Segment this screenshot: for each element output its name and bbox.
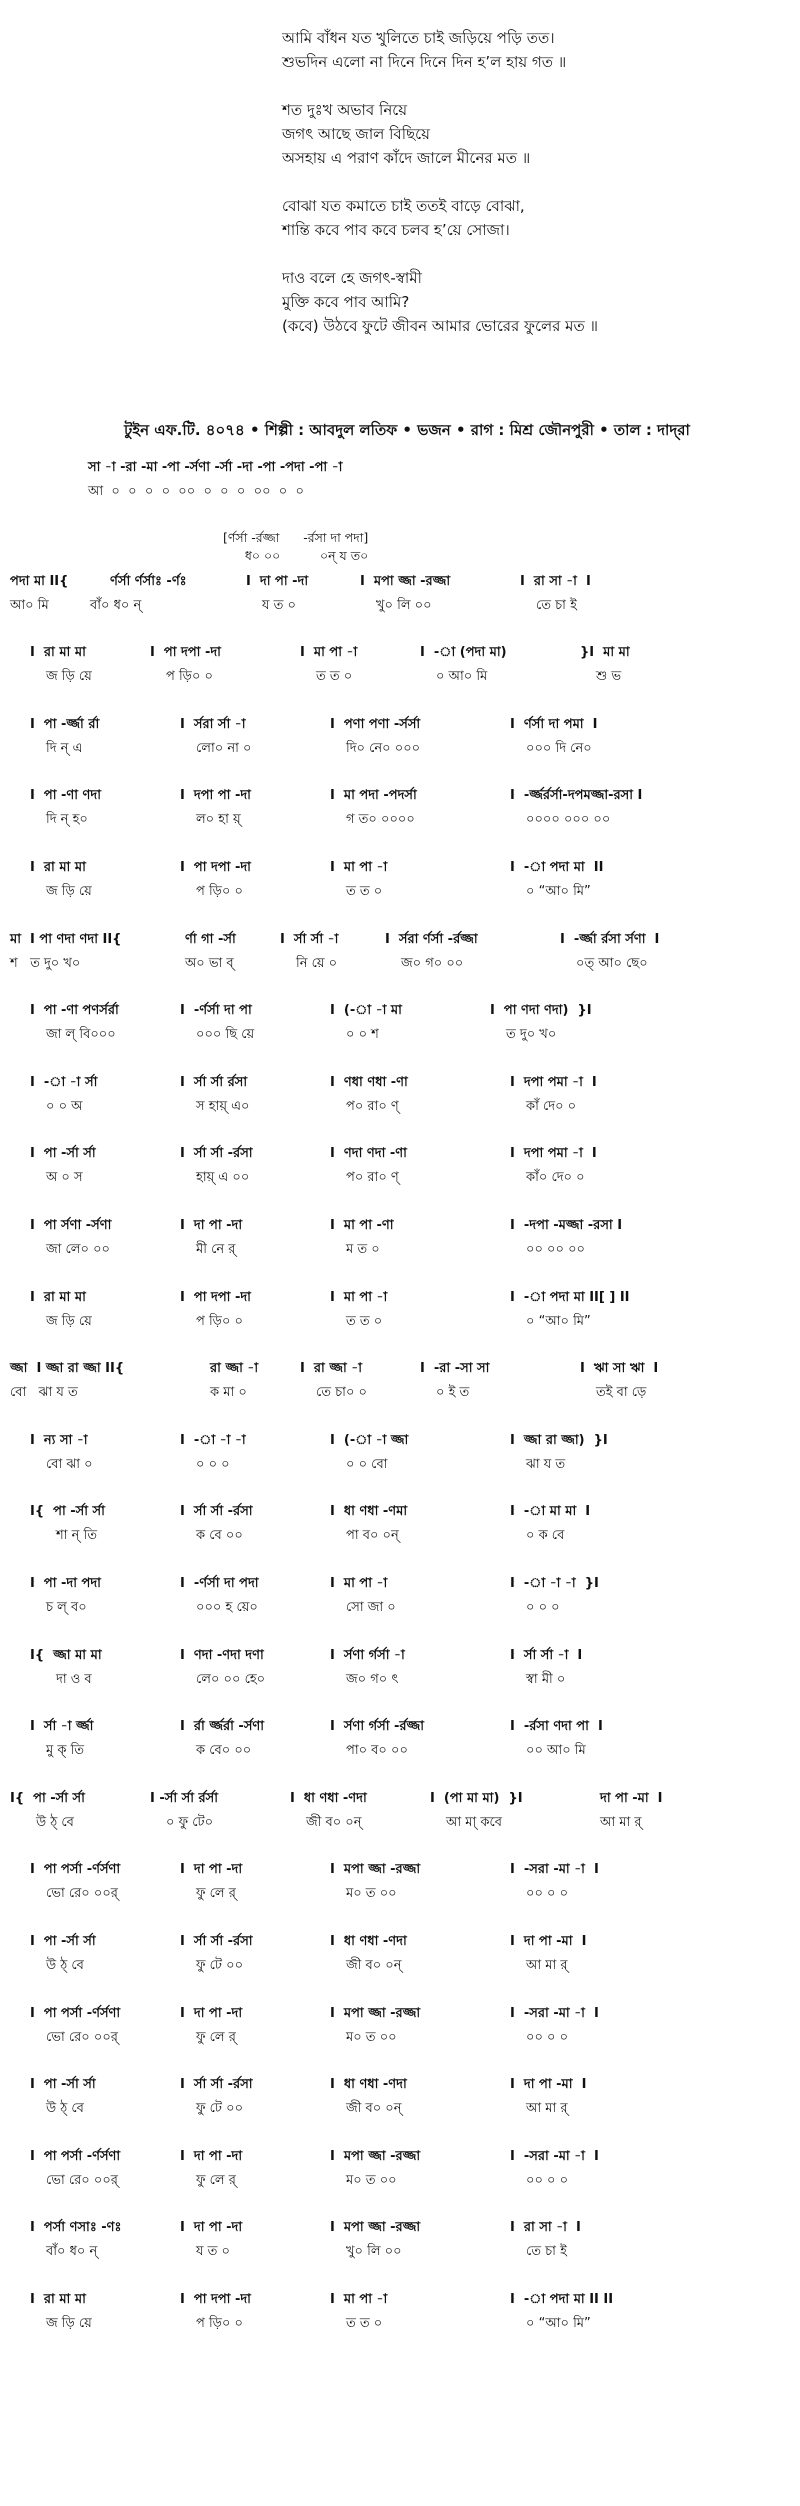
sahitya-group: ত ত ০ — [316, 669, 353, 685]
swara-row — [0, 786, 800, 808]
swara-row — [0, 1717, 800, 1739]
sahitya-group: ত ত ০ — [346, 2316, 383, 2331]
sahitya-group: কাঁ০ দে০ ০ — [526, 1170, 585, 1186]
sahitya-group: জ ড়ি য়ে — [46, 1313, 92, 1329]
sahitya-row — [0, 1168, 800, 1190]
sahitya-group: ফু টে ০০ — [196, 1958, 244, 1973]
swara-row — [0, 2218, 800, 2240]
swara-group: I পা ণদা ণদা) }I — [490, 1003, 592, 1019]
swara-group: I রা সা -া I — [510, 2220, 581, 2236]
sahitya-row — [0, 1670, 800, 1692]
lyric-line: অসহায় এ পরাণ কাঁদে জালে মীনের মত ॥ — [282, 149, 531, 167]
sahitya-group: ০ ০ অ — [46, 1098, 83, 1114]
sahitya-group: আ মা র্‌ — [600, 1814, 642, 1830]
sahitya-group: ০০ ০ ০ — [526, 1886, 569, 1902]
lyric-line: জগৎ আছে জাল বিছিয়ে — [282, 125, 431, 143]
sahitya-group: ০ ই ত — [436, 1385, 470, 1401]
swara-group: I পা -র্সা র্সা — [30, 1934, 96, 1949]
swara-row — [0, 1288, 800, 1310]
swara-group: I পা দপা -দা — [180, 860, 251, 875]
credit-line: টুইন এফ.টি. ৪০৭৪ • শিল্পী : আবদুল লতিফ • ভজন • রাগ : মিশ্র জৌনপুরী • তাল : দাদ্‌রা — [124, 421, 690, 439]
swara-group: I ণদা ণদা -ণা — [330, 1146, 407, 1162]
sahitya-group: প০ রা০ ণ্‌ — [346, 1170, 399, 1186]
sahitya-group: ত ত ০ — [346, 884, 383, 899]
swara-group: I -া মা মা I — [510, 1504, 591, 1520]
swara-group: সা -া -রা -মা -পা -র্সণা -র্সা -দা -পা -পদা -পা -া — [88, 460, 343, 475]
sahitya-group: ম০ ত ০০ — [346, 1886, 397, 1902]
sahitya-group: তে চা ই — [526, 2244, 567, 2260]
sahitya-group: অ০ ভা ব্‌ — [185, 955, 234, 971]
sahitya-group: ঝা য ত — [526, 1456, 566, 1472]
lyric-stanza — [282, 98, 752, 170]
swara-row — [0, 2290, 800, 2312]
sahitya-group: খু০ লি ০০ — [376, 597, 432, 613]
swara-group: I ধা ণধা -ণমা — [330, 1504, 408, 1520]
swara-row — [0, 2147, 800, 2169]
sahitya-group: ফু লে র্‌ — [196, 2029, 236, 2045]
sahitya-row — [0, 2171, 800, 2193]
lyric-line: আমি বাঁধন যত খুলিতে চাই জড়িয়ে পড়ি তত। — [282, 29, 555, 47]
swara-group: I -সরা -মা -া I — [510, 2148, 599, 2164]
swara-group: I পর্সা ণসাঃ -ণঃ — [30, 2220, 122, 2236]
swara-group: I র্ণর্সা দা পমা I — [510, 716, 598, 732]
sahitya-group: শু ভ — [596, 669, 622, 685]
swara-group: I -া -া র্সা — [30, 1074, 98, 1090]
swara-group: I পা দপা -দা — [180, 2292, 251, 2307]
swara-group: I মা পদা -পদর্সা — [330, 788, 417, 804]
swara-row — [0, 1789, 800, 1811]
swara-group: I পা র্সণা -র্সণা — [30, 1218, 112, 1233]
sahitya-row — [0, 1884, 800, 1906]
swara-group: I র্সা র্সা র্রসা — [180, 1074, 248, 1090]
swara-group: I{ পা -র্সা র্সা — [30, 1504, 105, 1520]
swara-group: I{ পা -র্সা র্সা — [10, 1790, 85, 1806]
sahitya-group: ০ “আ০ মি” — [526, 2316, 591, 2331]
sahitya-group: ০ ০ বো — [346, 1456, 388, 1472]
sahitya-row — [0, 1956, 800, 1978]
swara-group: I দপা পমা -া I — [510, 1146, 597, 1162]
sahitya-group: আ মা্‌ কবে — [446, 1814, 502, 1830]
swara-group: I পা -র্জ্জা র্রা — [30, 716, 100, 732]
sahitya-group: শ ত দু০ খ০ — [10, 955, 81, 971]
sahitya-group: কাঁ দে০ ০ — [526, 1098, 577, 1114]
swara-group: I পা -ণা পণর্সর্রা — [30, 1003, 119, 1019]
swara-group: I -র্সা র্সা র্রর্সা — [150, 1790, 219, 1806]
swara-group: I{ জ্জা মা মা — [30, 1647, 102, 1663]
swara-group: I মা পা -া — [330, 860, 388, 875]
swara-row — [0, 643, 800, 665]
sahitya-group: দি ন্‌ এ — [46, 740, 83, 756]
swara-group: I ধা ণধা -ণদা — [330, 2077, 407, 2093]
swara-group: I র্সা র্সা -র্রসা — [180, 1146, 253, 1162]
sahitya-group: বো ঝা ০ — [46, 1456, 93, 1472]
swara-group: I -রা -সা সা — [420, 1361, 490, 1377]
lyric-line: শান্তি কবে পাব কবে চলব হ’য়ে সোজা। — [282, 221, 510, 239]
swara-row — [0, 1574, 800, 1596]
swara-group: I (-া -া জ্জা — [330, 1432, 409, 1448]
swara-group: I র্সা -া র্জ্জা — [30, 1719, 94, 1735]
sahitya-row — [0, 2314, 800, 2336]
swara-group: I মা পা -া — [330, 1289, 388, 1305]
swara-group: I মপা জ্জা -রজ্জা — [330, 1862, 421, 1878]
swara-group: I ণধা ণধা -ণা — [330, 1074, 408, 1090]
sahitya-row — [0, 2099, 800, 2121]
lyric-line: মুক্তি কবে পাব আমি? — [282, 293, 410, 311]
sahitya-group: ম০ ত ০০ — [346, 2172, 397, 2188]
sahitya-group: লো০ না ০ — [196, 740, 252, 756]
sahitya-row — [0, 1813, 800, 1835]
sahitya-group: ফু লে র্‌ — [196, 2172, 236, 2188]
sahitya-group: য ত ০ — [196, 2244, 230, 2260]
swara-group: I দা পা -দা — [180, 2220, 243, 2236]
swara-group: I মপা জ্জা -রজ্জা — [360, 573, 451, 589]
sahitya-group: ০০০ ছি য়ে — [196, 1027, 255, 1043]
sahitya-row — [0, 2028, 800, 2050]
sahitya-group: মী নে র্‌ — [196, 1242, 236, 1257]
sahitya-row — [0, 1741, 800, 1763]
sahitya-group: গ ত০ ০০০০ — [346, 812, 415, 828]
swara-group: I -দপা -মজ্জা -রসা I — [510, 1218, 623, 1233]
sahitya-group: ফু লে র্‌ — [196, 1886, 236, 1902]
swara-group: I (পা মা মা) }I — [430, 1790, 523, 1806]
sahitya-group: ০ ক বে — [526, 1528, 565, 1544]
sahitya-group: আ ০ ০ ০ ০ ০০ ০ ০ ০ ০০ ০ ০ — [88, 484, 304, 499]
swara-group: I পা পর্সা -র্ণর্সণা — [30, 2005, 121, 2021]
sahitya-group: জী ব০ ০ন্‌ — [346, 2101, 402, 2117]
sahitya-group: ০ ০ ০ — [196, 1456, 230, 1472]
sahitya-group: জা লে০ ০০ — [46, 1242, 110, 1257]
swara-row — [0, 858, 800, 880]
swara-group: পদা মা II{ — [10, 573, 69, 589]
swara-group: I র্সা র্সা -া — [280, 931, 339, 947]
swara-group: I পা পর্সা -র্ণর্সণা — [30, 2148, 121, 2164]
sahitya-group: আ মা র্‌ — [526, 1958, 568, 1973]
sahitya-row — [0, 667, 800, 689]
swara-group: I দা পা -দা — [180, 2148, 243, 2164]
sahitya-row — [0, 596, 800, 618]
sahitya-group: আ০ মি — [10, 597, 49, 613]
sahitya-group: বাঁ০ ধ০ ন্‌ — [46, 2244, 98, 2260]
swara-group: I র্সরা র্সা -া — [180, 716, 246, 732]
swara-group: রা জ্জা -া — [210, 1361, 259, 1377]
sahitya-group: বো ঝা য ত — [10, 1385, 78, 1401]
ornament-line: [র্ণর্সা -র্রজ্জা -র্রসা দা পদা] — [223, 529, 369, 545]
sahitya-group: উ ঠ্‌ বে — [46, 2101, 84, 2117]
sahitya-row — [0, 882, 800, 904]
swara-group: I -র্রসা ণদা পা I — [510, 1719, 603, 1735]
sahitya-row — [0, 482, 800, 504]
sahitya-group: ভো রে০ ০০র্‌ — [46, 1886, 118, 1902]
swara-group: I ধা ণধা -ণদা — [330, 1934, 407, 1949]
swara-group: I পা -র্সা র্সা — [30, 2077, 96, 2093]
swara-group: I র্সা র্সা -া I — [510, 1647, 583, 1663]
sahitya-group: স্বা মী ০ — [526, 1671, 566, 1687]
swara-group: I পণা পণা -র্সর্সা — [330, 716, 421, 732]
swara-group: I -র্ণর্সা দা পদা — [180, 1576, 259, 1591]
sahitya-group: তে চা ই — [536, 597, 577, 613]
swara-group: I মা পা -ণা — [330, 1218, 394, 1233]
swara-group: I -র্জ্জা র্রসা র্সণা I — [560, 931, 660, 947]
lyric-line: বোঝা যত কমাতে চাই ততই বাড়ে বোঝা, — [282, 197, 525, 215]
sahitya-group: ভো রে০ ০০র্‌ — [46, 2029, 118, 2045]
swara-group: র্ণর্সা র্ণর্সাঃ -র্ণঃ — [110, 573, 187, 589]
swara-group: I র্সা র্সা -র্রসা — [180, 2077, 253, 2093]
sahitya-group: জ০ গ০ ৎ — [346, 1671, 399, 1687]
swara-group: I র্সরা র্ণর্সা -র্রজ্জা — [385, 931, 478, 947]
swara-group: র্ণা গা -র্সা — [185, 931, 236, 947]
sahitya-row — [0, 1455, 800, 1477]
sahitya-row — [0, 739, 800, 761]
sahitya-group: ০ “আ০ মি” — [526, 1313, 591, 1329]
sahitya-group: ম০ ত ০০ — [346, 2029, 397, 2045]
swara-group: I মা পা -া — [300, 645, 358, 661]
sahitya-group: য ত ০ — [262, 597, 296, 613]
lyric-line: দাও বলে হে জগৎ-স্বামী — [282, 269, 422, 287]
swara-group: I দপা পমা -া I — [510, 1074, 597, 1090]
swara-row — [0, 715, 800, 737]
swara-group: I রা সা -া I — [520, 573, 591, 589]
swara-group: I ণদা -ণদা দণা — [180, 1647, 264, 1663]
swara-row — [0, 1502, 800, 1524]
lyric-line: শত দুঃখ অভাব নিয়ে — [282, 101, 408, 119]
sahitya-group: তই বা ড়ে — [596, 1385, 647, 1401]
sahitya-row — [0, 1598, 800, 1620]
swara-row — [0, 1646, 800, 1668]
lyric-line: (কবে) উঠবে ফুটে জীবন আমার ভোরের ফুলের মত ॥ — [282, 317, 599, 335]
ornament-line: ধ০ ০০ ০ন্‌ য ত০ — [225, 547, 369, 563]
sahitya-group: প ড়ি০ ০ — [196, 884, 243, 899]
sahitya-group: ০০০ দি নে০ — [526, 740, 592, 756]
swara-row — [0, 1431, 800, 1453]
sahitya-group: পা ব০ ০ন্‌ — [346, 1528, 399, 1544]
swara-group: I দা পা -দা — [180, 1218, 243, 1233]
sahitya-group: চ ল্‌ ব০ — [46, 1600, 87, 1615]
swara-group: I রা মা মা — [30, 645, 86, 661]
sahitya-group: ০০০০ ০০০ ০০ — [526, 812, 611, 828]
sahitya-group: ০ত্‌ আ০ ছে০ — [576, 955, 648, 971]
sahitya-row — [0, 1025, 800, 1047]
sahitya-group: প ড়ি০ ০ — [166, 669, 213, 685]
sahitya-row — [0, 2242, 800, 2264]
sahitya-group: ক মা ০ — [210, 1385, 247, 1401]
sahitya-group: ক বে০ ০০ — [196, 1743, 252, 1759]
sahitya-row — [0, 1240, 800, 1262]
swara-group: I দপা পা -দা — [180, 788, 251, 804]
swara-group: }I মা মা — [580, 645, 630, 661]
swara-group: I রা মা মা — [30, 1289, 86, 1305]
sahitya-row — [0, 1526, 800, 1548]
swara-row — [0, 1001, 800, 1023]
sahitya-group: জ০ গ০ ০০ — [401, 955, 464, 971]
swara-group: I -া -া -া }I — [510, 1576, 599, 1591]
sahitya-group: বাঁ০ ধ০ ন্‌ — [90, 597, 142, 613]
sahitya-row — [0, 954, 800, 976]
sahitya-group: তে চা০ ০ — [316, 1385, 367, 1401]
sahitya-group: জ ড়ি য়ে — [46, 669, 92, 685]
swara-group: I পা দপা -দা — [180, 1289, 251, 1305]
sahitya-group: মু ক্‌ তি — [46, 1743, 85, 1759]
swara-group: I পা -দা পদা — [30, 1576, 101, 1591]
swara-group: I পা পর্সা -র্ণর্সণা — [30, 1862, 121, 1878]
swara-row — [0, 1860, 800, 1882]
sahitya-row — [0, 1383, 800, 1405]
swara-row — [0, 2004, 800, 2026]
swara-group: I র্সণা র্গর্সা -র্রজ্জা — [330, 1719, 424, 1735]
swara-group: I -সরা -মা -া I — [510, 1862, 599, 1878]
swara-row — [0, 1144, 800, 1166]
sahitya-group: সো জা ০ — [346, 1600, 396, 1615]
swara-group: I -সরা -মা -া I — [510, 2005, 599, 2021]
sahitya-group: ০ ০ শ — [346, 1027, 379, 1043]
sahitya-group: ফু টে ০০ — [196, 2101, 244, 2117]
swara-row — [0, 1359, 800, 1381]
swara-group: I -া -া -া — [180, 1432, 246, 1448]
lyric-line: শুভদিন এলো না দিনে দিনে দিন হ’ল হায় গত ॥ — [282, 53, 567, 71]
swara-group: I -র্ণর্সা দা পা — [180, 1003, 252, 1019]
sahitya-group: ০০ ০ ০ — [526, 2172, 569, 2188]
sahitya-group: ল০ হা য়্‌ — [196, 812, 241, 828]
sahitya-group: জ ড়ি য়ে — [46, 884, 92, 899]
sahitya-group: দি০ নে০ ০০০ — [346, 740, 421, 756]
swara-group: I পা -ণা ণদা — [30, 788, 102, 804]
sahitya-group: ক বে ০০ — [196, 1528, 243, 1544]
swara-row — [0, 572, 800, 594]
sahitya-group: ০ ০ ০ — [526, 1600, 560, 1615]
sahitya-group: ০ আ০ মি — [436, 669, 488, 685]
swara-group: I দা পা -মা I — [510, 1934, 587, 1949]
sahitya-group: স হায়্‌ এ০ — [196, 1098, 250, 1114]
sahitya-group: দি ন্‌ হ০ — [46, 812, 88, 828]
sahitya-group: অ ০ স — [46, 1170, 83, 1186]
swara-row — [0, 1216, 800, 1238]
sahitya-group: পা০ ব০ ০০ — [346, 1743, 408, 1759]
sahitya-group: ০০ আ০ মি — [526, 1743, 586, 1759]
sahitya-group: ত দু০ খ০ — [506, 1027, 557, 1043]
swara-group: I -া পদা মা II — [510, 860, 604, 875]
sahitya-group: প ড়ি০ ০ — [196, 1313, 243, 1329]
lyric-stanza — [282, 266, 752, 338]
sahitya-row — [0, 810, 800, 832]
sahitya-group: ০০ ০ ০ — [526, 2029, 569, 2045]
sahitya-group: খু০ লি ০০ — [346, 2244, 402, 2260]
swara-group: I মপা জ্জা -রজ্জা — [330, 2005, 421, 2021]
lyric-stanza — [282, 26, 752, 74]
sahitya-group: জী ব০ ০ন্‌ — [306, 1814, 362, 1830]
lyric-stanza — [282, 194, 752, 242]
swara-group: I মা পা -া — [330, 1576, 388, 1591]
swara-group: I দা পা -দা — [180, 2005, 243, 2021]
swara-group: I ন্য সা -া — [30, 1432, 88, 1448]
swara-group: জ্জা I জ্জা রা জ্জা II{ — [10, 1361, 125, 1377]
swara-group: I -া (পদা মা) — [420, 645, 507, 661]
swara-group: I পা দপা -দা — [150, 645, 221, 661]
sahitya-group: জ ড়ি য়ে — [46, 2316, 92, 2331]
swara-group: মা I পা ণদা ণদা II{ — [10, 931, 122, 947]
sahitya-group: হায়্‌ এ ০০ — [196, 1170, 250, 1186]
swara-group: I মপা জ্জা -রজ্জা — [330, 2220, 421, 2236]
swara-row — [0, 2075, 800, 2097]
sahitya-group: শা ন্‌ তি — [56, 1528, 97, 1544]
sahitya-group: ০ “আ০ মি” — [526, 884, 591, 899]
sahitya-group: জী ব০ ০ন্‌ — [346, 1958, 402, 1973]
swara-group: I রা জ্জা -া — [300, 1361, 362, 1377]
swara-group: I রা মা মা — [30, 860, 86, 875]
swara-group: I ঋা সা ঋা I — [580, 1361, 659, 1377]
sahitya-group: জা ল্‌ বি০০০ — [46, 1027, 116, 1043]
sahitya-group: প ড়ি০ ০ — [196, 2316, 243, 2331]
swara-group: I দা পা -দা — [180, 1862, 243, 1878]
swara-row — [0, 1932, 800, 1954]
sahitya-group: লে০ ০০ হে০ — [196, 1671, 266, 1687]
lyrics — [282, 26, 752, 362]
swara-row — [0, 1073, 800, 1095]
swara-group: I র্সণা র্গর্সা -া — [330, 1647, 405, 1663]
swara-group: I র্সা র্সা -র্রসা — [180, 1934, 253, 1949]
swara-row — [0, 458, 800, 480]
swara-group: I পা -র্সা র্সা — [30, 1146, 96, 1162]
sahitya-group: ভো রে০ ০০র্‌ — [46, 2172, 118, 2188]
sahitya-group: উ ঠ্‌ বে — [46, 1958, 84, 1973]
sahitya-row — [0, 1097, 800, 1119]
sahitya-row — [0, 1312, 800, 1334]
sahitya-group: প০ রা০ ণ্‌ — [346, 1098, 399, 1114]
swara-group: I র্সা র্সা -র্রসা — [180, 1504, 253, 1520]
swara-group: I (-া -া মা — [330, 1003, 402, 1019]
sahitya-group: ম ত ০ — [346, 1242, 380, 1257]
sahitya-group: উ ঠ্‌ বে — [36, 1814, 74, 1830]
sahitya-group: ০০ ০০ ০০ — [526, 1242, 585, 1257]
sahitya-group: ত ত ০ — [346, 1313, 383, 1329]
swara-group: I দা পা -দা — [246, 573, 309, 589]
swara-row — [0, 930, 800, 952]
swara-group: I ধা ণধা -ণদা — [290, 1790, 367, 1806]
sahitya-group: নি য়ে ০ — [296, 955, 338, 971]
swara-group: I মা পা -া — [330, 2292, 388, 2307]
swara-group: I দা পা -মা I — [510, 2077, 587, 2093]
swara-group: I মপা জ্জা -রজ্জা — [330, 2148, 421, 2164]
swara-group: I রা মা মা — [30, 2292, 86, 2307]
sahitya-group: আ মা র্‌ — [526, 2101, 568, 2117]
swara-group: I -া পদা মা II II — [510, 2292, 614, 2307]
sahitya-group: ০০০ হ য়ে০ — [196, 1600, 258, 1615]
sahitya-group: দা ও ব — [56, 1671, 92, 1687]
swara-group: I জ্জা রা জ্জা) }I — [510, 1432, 608, 1448]
swara-group: I -র্জ্জর্রর্সা-দপমজ্জা-রসা I — [510, 788, 643, 804]
sahitya-group: ০ ফু টে০ — [166, 1814, 214, 1830]
swara-group: I -া পদা মা II[ ] II — [510, 1289, 630, 1305]
swara-group: I র্রা র্জ্জর্রা -র্সণা — [180, 1719, 265, 1735]
swara-group: দা পা -মা I — [600, 1790, 663, 1806]
